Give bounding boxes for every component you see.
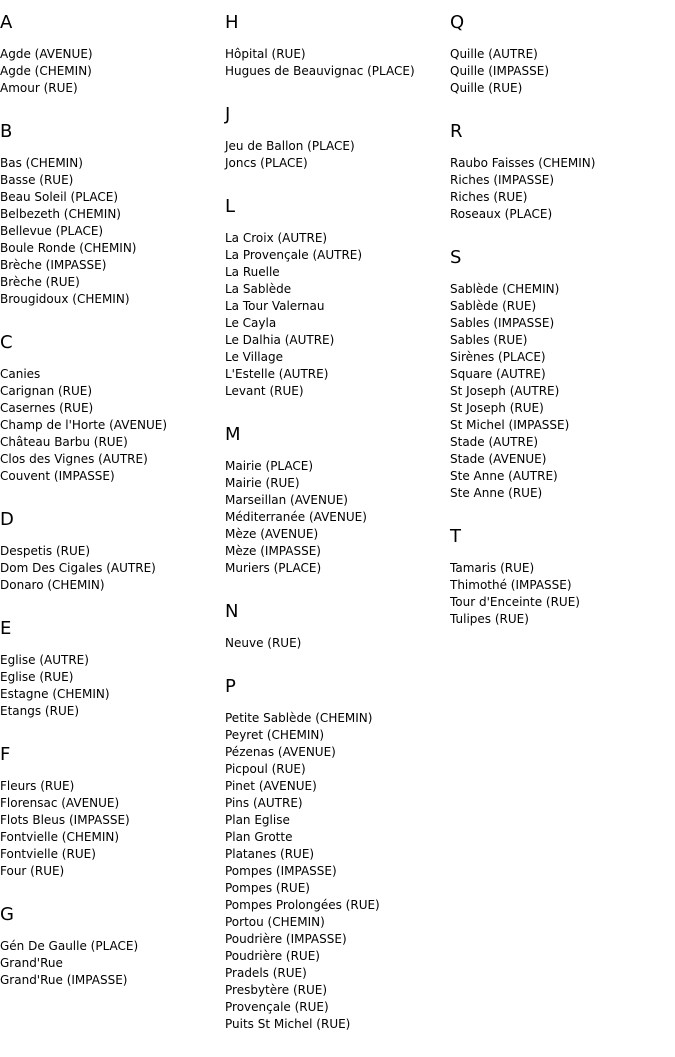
street-link[interactable]: Flots Bleus (IMPASSE) [0, 813, 130, 827]
street-link[interactable]: Poudrière (RUE) [225, 949, 320, 963]
street-link[interactable]: Bas (CHEMIN) [0, 156, 83, 170]
street-link[interactable]: Jeu de Ballon (PLACE) [225, 139, 355, 153]
letter-group-q [450, 12, 672, 97]
letter-heading: T [450, 526, 461, 547]
letter-group-c [0, 332, 222, 485]
street-list [450, 560, 672, 628]
street-link[interactable]: St Joseph (RUE) [450, 401, 544, 415]
street-link[interactable]: La Croix (AUTRE) [225, 231, 328, 245]
street-link[interactable]: Pins (AUTRE) [225, 796, 303, 810]
street-link[interactable]: Quille (RUE) [450, 81, 523, 95]
street-link[interactable]: Amour (RUE) [0, 81, 78, 95]
street-link[interactable]: Marseillan (AVENUE) [225, 493, 348, 507]
letter-group-d [0, 509, 222, 594]
street-list [0, 543, 222, 594]
letter-heading: L [225, 196, 236, 217]
letter-heading: J [225, 104, 231, 125]
street-link[interactable]: Hugues de Beauvignac (PLACE) [225, 64, 415, 78]
street-list [225, 458, 447, 577]
street-column-2 [225, 12, 447, 1057]
street-link[interactable]: Brèche (IMPASSE) [0, 258, 107, 272]
street-link[interactable]: Couvent (IMPASSE) [0, 469, 115, 483]
letter-group-a [0, 12, 222, 97]
street-list [225, 635, 447, 652]
street-link[interactable]: Portou (CHEMIN) [225, 915, 325, 929]
street-link[interactable]: Brèche (RUE) [0, 275, 80, 289]
street-link[interactable]: Levant (RUE) [225, 384, 304, 398]
letter-group-p [225, 676, 447, 1033]
street-link[interactable]: Champ de l'Horte (AVENUE) [0, 418, 168, 432]
street-link[interactable]: Canies [0, 367, 41, 381]
street-link[interactable]: Petite Sablède (CHEMIN) [225, 711, 373, 725]
street-link[interactable]: Despetis (RUE) [0, 544, 91, 558]
street-link[interactable]: Casernes (RUE) [0, 401, 94, 415]
street-link[interactable]: Pradels (RUE) [225, 966, 307, 980]
street-link[interactable]: Joncs (PLACE) [225, 156, 308, 170]
letter-group-f [0, 744, 222, 880]
letter-heading: G [0, 904, 14, 925]
street-link[interactable]: Tour d'Enceinte (RUE) [450, 595, 580, 609]
letter-group-m [225, 424, 447, 577]
letter-group-g [0, 904, 222, 989]
street-link[interactable]: Fleurs (RUE) [0, 779, 75, 793]
street-list [0, 366, 222, 485]
street-link[interactable]: Raubo Faisses (CHEMIN) [450, 156, 596, 170]
street-link[interactable]: Sablède (CHEMIN) [450, 282, 560, 296]
street-link[interactable]: Etangs (RUE) [0, 704, 79, 718]
street-link[interactable]: Ste Anne (AUTRE) [450, 469, 558, 483]
street-link[interactable]: Le Village [225, 350, 283, 364]
street-list [225, 230, 447, 400]
street-link[interactable]: Clos des Vignes (AUTRE) [0, 452, 148, 466]
letter-heading: B [0, 121, 13, 142]
street-link[interactable]: Grand'Rue [0, 956, 63, 970]
street-list [0, 938, 222, 989]
street-link[interactable]: Sables (RUE) [450, 333, 528, 347]
street-link[interactable]: Sirènes (PLACE) [450, 350, 546, 364]
street-link[interactable]: Brougidoux (CHEMIN) [0, 292, 130, 306]
street-link[interactable]: La Sablède [225, 282, 292, 296]
letter-heading: F [0, 744, 11, 765]
street-link[interactable]: Carignan (RUE) [0, 384, 93, 398]
street-link[interactable]: Riches (RUE) [450, 190, 528, 204]
letter-group-l [225, 196, 447, 400]
street-link[interactable]: Sablède (RUE) [450, 299, 537, 313]
street-link[interactable]: Agde (AVENUE) [0, 47, 93, 61]
street-list [450, 46, 672, 97]
street-list [0, 155, 222, 308]
letter-heading: H [225, 12, 239, 33]
street-link[interactable]: Peyret (CHEMIN) [225, 728, 325, 742]
street-link[interactable]: Agde (CHEMIN) [0, 64, 92, 78]
street-link[interactable]: La Tour Valernau [225, 299, 325, 313]
street-link[interactable]: Dom Des Cigales (AUTRE) [0, 561, 156, 575]
street-link[interactable]: Plan Grotte [225, 830, 293, 844]
letter-group-r [450, 121, 672, 223]
street-link[interactable]: Muriers (PLACE) [225, 561, 322, 575]
street-link[interactable]: Basse (RUE) [0, 173, 74, 187]
street-link[interactable]: Donaro (CHEMIN) [0, 578, 105, 592]
letter-heading: D [0, 509, 14, 530]
street-link[interactable]: Quille (AUTRE) [450, 47, 538, 61]
street-link[interactable]: Eglise (AUTRE) [0, 653, 89, 667]
street-link[interactable]: Pinet (AVENUE) [225, 779, 317, 793]
street-link[interactable]: Tulipes (RUE) [450, 612, 529, 626]
street-link[interactable]: Pompes (IMPASSE) [225, 864, 337, 878]
street-link[interactable]: St Joseph (AUTRE) [450, 384, 560, 398]
street-link[interactable]: Poudrière (IMPASSE) [225, 932, 347, 946]
street-link[interactable]: Puits St Michel (RUE) [225, 1017, 351, 1031]
street-list [0, 46, 222, 97]
street-link[interactable]: Platanes (RUE) [225, 847, 315, 861]
street-link[interactable]: Pompes Prolongées (RUE) [225, 898, 380, 912]
street-list [450, 281, 672, 502]
street-link[interactable]: Picpoul (RUE) [225, 762, 306, 776]
street-link[interactable]: Neuve (RUE) [225, 636, 302, 650]
letter-group-n [225, 601, 447, 652]
street-list [0, 652, 222, 720]
street-column-3 [450, 12, 672, 652]
street-link[interactable]: Château Barbu (RUE) [0, 435, 128, 449]
letter-heading: N [225, 601, 239, 622]
street-link[interactable]: Eglise (RUE) [0, 670, 74, 684]
street-list [450, 155, 672, 223]
street-link[interactable]: Stade (AVENUE) [450, 452, 547, 466]
letter-group-e [0, 618, 222, 720]
street-link[interactable]: Grand'Rue (IMPASSE) [0, 973, 128, 987]
street-link[interactable]: Le Cayla [225, 316, 277, 330]
street-link[interactable]: Beau Soleil (PLACE) [0, 190, 119, 204]
street-link[interactable]: Fontvielle (RUE) [0, 847, 96, 861]
street-link[interactable]: La Ruelle [225, 265, 280, 279]
street-link[interactable]: Mèze (AVENUE) [225, 527, 319, 541]
street-link[interactable]: Tamaris (RUE) [450, 561, 535, 575]
letter-heading: Q [450, 12, 465, 33]
street-list [225, 138, 447, 172]
street-link[interactable]: Thimothé (IMPASSE) [450, 578, 572, 592]
street-link[interactable]: Estagne (CHEMIN) [0, 687, 110, 701]
street-link[interactable]: La Provençale (AUTRE) [225, 248, 363, 262]
street-link[interactable]: Square (AUTRE) [450, 367, 546, 381]
street-link[interactable]: Mairie (PLACE) [225, 459, 314, 473]
letter-group-j [225, 104, 447, 172]
street-link[interactable]: Provençale (RUE) [225, 1000, 329, 1014]
street-link[interactable]: Pézenas (AVENUE) [225, 745, 336, 759]
street-link[interactable]: Mèze (IMPASSE) [225, 544, 321, 558]
letter-group-b [0, 121, 222, 308]
letter-heading: M [225, 424, 241, 445]
letter-heading: S [450, 247, 462, 268]
street-list [225, 46, 447, 80]
street-link[interactable]: Hôpital (RUE) [225, 47, 306, 61]
street-link[interactable]: Belbezeth (CHEMIN) [0, 207, 121, 221]
street-link[interactable]: Méditerranée (AVENUE) [225, 510, 367, 524]
street-link[interactable]: Presbytère (RUE) [225, 983, 328, 997]
letter-heading: A [0, 12, 13, 33]
letter-group-t [450, 526, 672, 628]
letter-heading: C [0, 332, 13, 353]
street-link[interactable]: Boule Ronde (CHEMIN) [0, 241, 137, 255]
street-link[interactable]: Plan Eglise [225, 813, 290, 827]
street-link[interactable]: Riches (IMPASSE) [450, 173, 555, 187]
street-link[interactable]: Gén De Gaulle (PLACE) [0, 939, 139, 953]
letter-group-s [450, 247, 672, 502]
street-link[interactable]: Ste Anne (RUE) [450, 486, 543, 500]
street-link[interactable]: Fontvielle (CHEMIN) [0, 830, 120, 844]
street-link[interactable]: Roseaux (PLACE) [450, 207, 553, 221]
street-column-1 [0, 12, 222, 1013]
street-link[interactable]: Bellevue (PLACE) [0, 224, 104, 238]
street-link[interactable]: L'Estelle (AUTRE) [225, 367, 329, 381]
street-link[interactable]: Le Dalhia (AUTRE) [225, 333, 335, 347]
letter-heading: E [0, 618, 12, 639]
street-link[interactable]: Quille (IMPASSE) [450, 64, 549, 78]
street-link[interactable]: Stade (AUTRE) [450, 435, 539, 449]
street-link[interactable]: Four (RUE) [0, 864, 65, 878]
street-link[interactable]: Pompes (RUE) [225, 881, 310, 895]
street-link[interactable]: Mairie (RUE) [225, 476, 300, 490]
letter-heading: P [225, 676, 236, 697]
street-list [225, 710, 447, 1033]
letter-heading: R [450, 121, 463, 142]
street-link[interactable]: Florensac (AVENUE) [0, 796, 120, 810]
street-list [0, 778, 222, 880]
street-link[interactable]: St Michel (IMPASSE) [450, 418, 570, 432]
street-link[interactable]: Sables (IMPASSE) [450, 316, 555, 330]
letter-group-h [225, 12, 447, 80]
